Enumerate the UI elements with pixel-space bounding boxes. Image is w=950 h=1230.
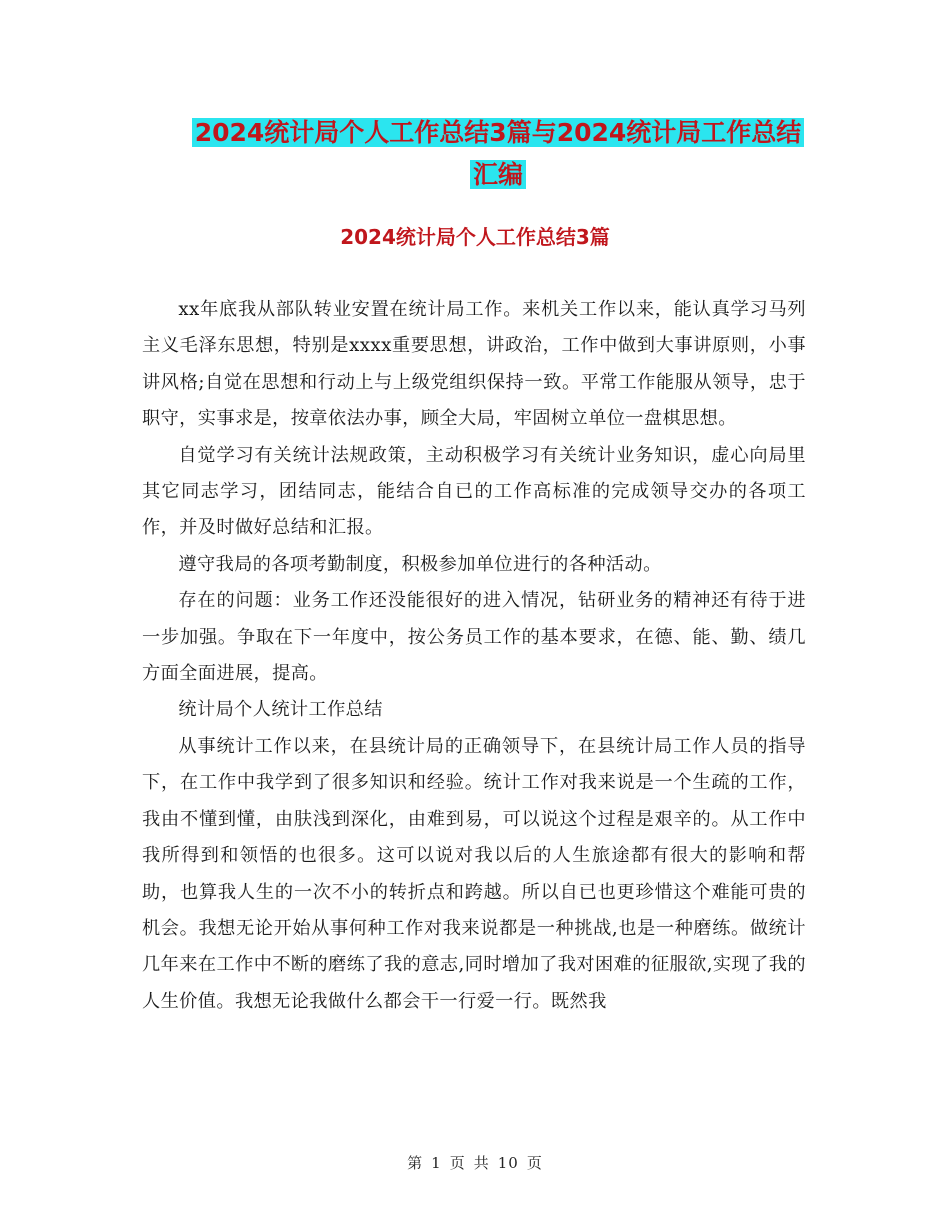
title-line-2: 汇编 <box>470 160 526 189</box>
footer-total-pages: 10 <box>497 1154 519 1172</box>
footer-page-number: 1 <box>431 1154 442 1172</box>
paragraph: 遵守我局的各项考勤制度，积极参加单位进行的各种活动。 <box>178 553 662 575</box>
footer-prefix: 第 <box>407 1154 424 1172</box>
paragraph: 从事统计工作以来，在县统计局的正确领导下，在县统计局工作人员的指导下，在工作中我学到了很多知识和经验。统计工作对我来说是一个生疏的工作，我由不懂到懂，由肤浅到深化，由难到易，可以说这个过程是艰辛的。从工作中我所得到和领悟的也很多。这可以说对我以后的人生旅途都有很大的影响和帮助，也算我人生的一次不小的转折点和跨越。所以自已也更珍惜这个难能可贵的机会。我想无论开始从事何种工作对我来说都是一种挑战,也是一种磨练。做统计几年来在工作中不断的磨练了我的意志,同时增加了我对困难的征服欲,实现了我的人生价值。我想无论我做什么都会干一行爱一行。既然我 <box>142 735 806 1012</box>
footer-total-prefix: 共 <box>473 1154 490 1172</box>
paragraph-subheading: 统计局个人统计工作总结 <box>178 699 383 721</box>
paragraph: 存在的问题：业务工作还没能很好的进入情况，钻研业务的精神还有待于进一步加强。争取在下一年度中，按公务员工作的基本要求，在德、能、勤、绩几方面全面进展，提高。 <box>142 590 806 685</box>
title-line-1: 2024统计局个人工作总结3篇与2024统计局工作总结 <box>192 118 805 147</box>
paragraph: xx年底我从部队转业安置在统计局工作。来机关工作以来，能认真学习马列主义毛泽东思想，特别是xxxx重要思想，讲政治，工作中做到大事讲原则，小事讲风格;自觉在思想和行动上与上级党组织保持一致。平常工作能服从领导，忠于职守，实事求是，按章依法办事，顾全大局，牢固树立单位一盘棋思想。 <box>142 299 806 430</box>
paragraph: 自觉学习有关统计法规政策，主动积极学习有关统计业务知识，虚心向局里其它同志学习，团结同志，能结合自已的工作高标准的完成领导交办的各项工作，并及时做好总结和汇报。 <box>142 444 806 539</box>
footer-page-word: 页 <box>449 1154 466 1172</box>
page-footer <box>0 1152 950 1173</box>
footer-total-suffix: 页 <box>526 1154 543 1172</box>
document-body <box>142 292 806 1020</box>
section-heading: 2024统计局个人工作总结3篇 <box>340 225 610 249</box>
document-title <box>140 112 856 196</box>
